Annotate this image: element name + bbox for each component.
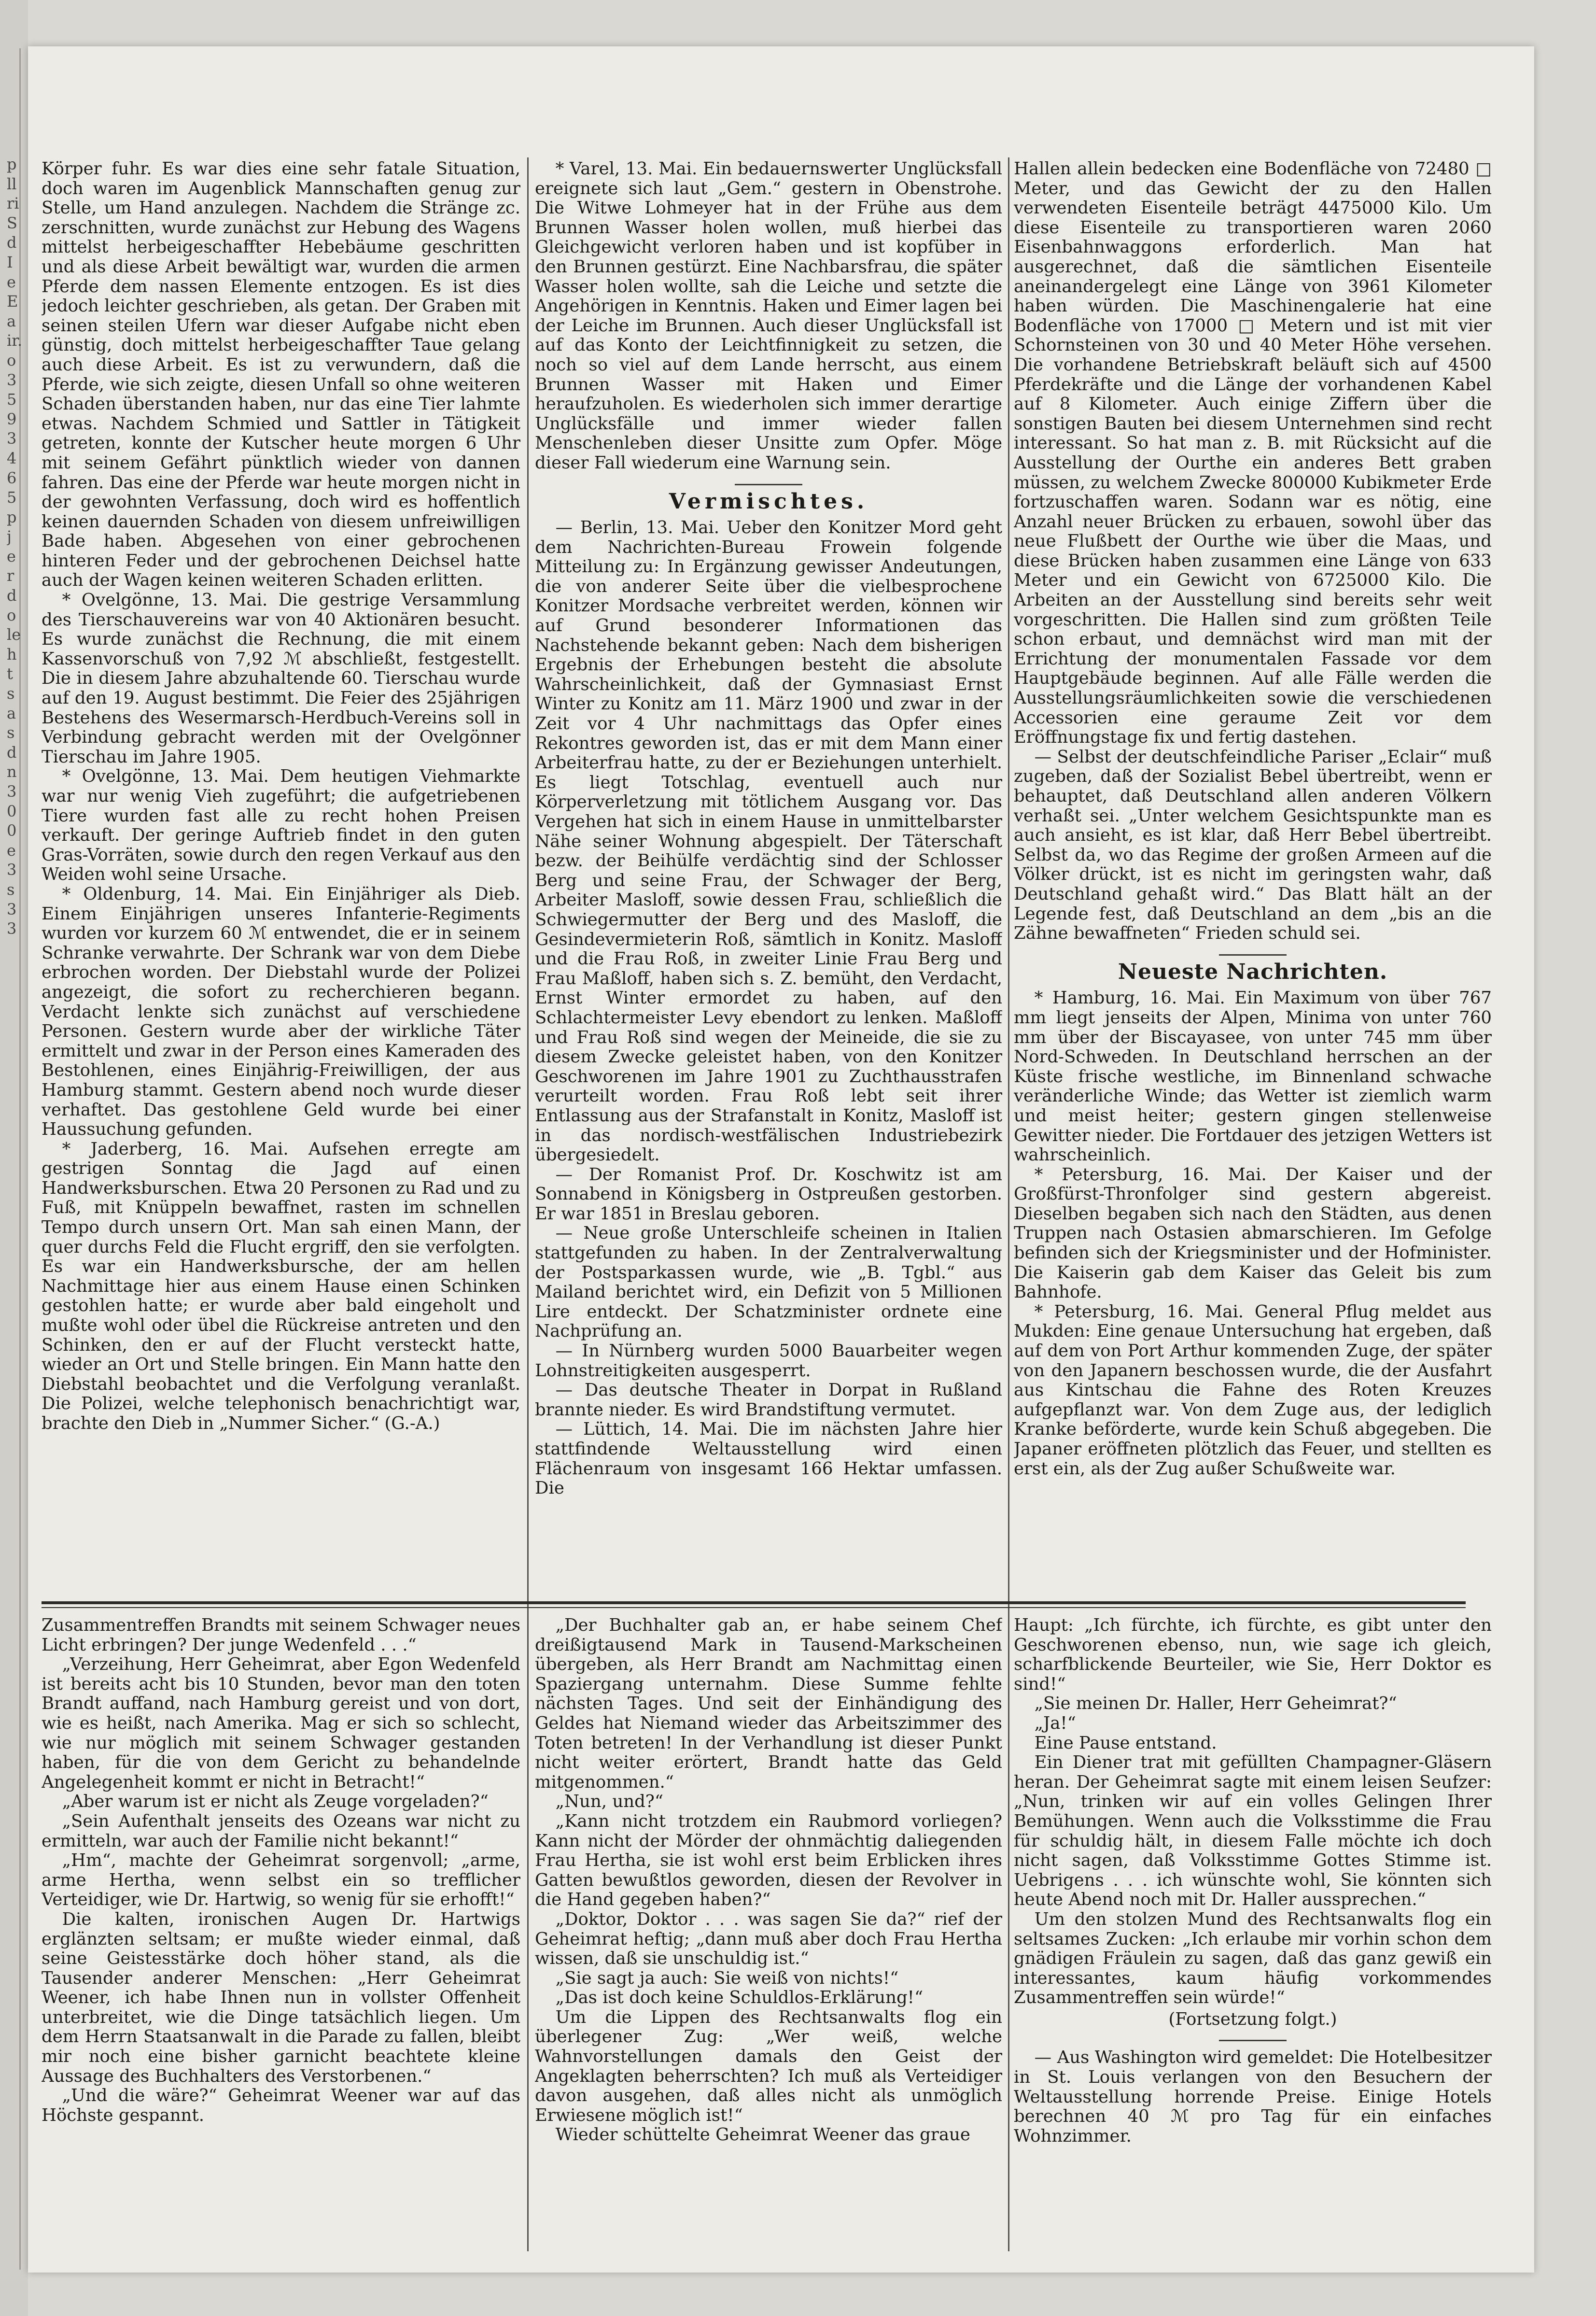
article-paragraph: — Berlin, 13. Mai. Ueber den Konitzer Mord geht dem Nachrichten-Bureau Frowein folgende Mitteilung zu: In Ergänzung gewisser Andeutungen, die von anderer Seite über die vielbesprochene Konitzer Mordsache verbreitet werden, können wir auf Grund besonderer Informationen das Nachstehende bekannt geben: Nach dem bisherigen Ergebnis der Erhebungen besteht die absolute Wahrscheinlichkeit, daß der Gymnasiast Ernst Winter zu Konitz am 11. März 1900 und zwar in der Zeit vor 4 Uhr nachmittags das Opfer eines Rekontres geworden ist, das er mit dem Mann einer Arbeiterfrau hatte, zu der er Beziehungen unterhielt. Es liegt Totschlag, eventuell auch nur Körperverletzung mit tötlichem Ausgang vor. Das Vergehen hat sich in einem Hause in unmittelbarster Nähe seiner Wohnung abgespielt. Der Täterschaft bezw. der Beihülfe verdächtig sind der Schlosser Berg und seine Frau, der Schwager der Berg, Arbeiter Masloff, sowie dessen Frau, schließlich die Schwiegermutter der Berg und des Masloff, die Gesindevermieterin Roß, sämtlich in Konitz. Masloff und die Frau Roß, in zweiter Linie Frau Berg und Frau Maßloff, haben sich s. Z. bemüht, den Verdacht, Ernst Winter ermordet zu haben, auf den Schlachtermeister Levy ebendort zu lenken. Maßloff und Frau Roß sind wegen der Meineide, die sie zu diesem Zwecke geleistet haben, von den Konitzer Geschworenen im Jahre 1901 zu Zuchthausstrafen verurteilt worden. Frau Roß lebt seit ihrer Entlassung aus der Strafanstalt in Konitz, Masloff ist in das nordisch-westfälischen Industriebezirk übergesiedelt. [535,518,1002,1165]
section-rule [1219,954,1287,956]
news-paragraph: * Petersburg, 16. Mai. Der Kaiser und der Großfürst-Thronfolger sind gestern abgereist. Dieselben begaben sich nach den Städten, aus denen Truppen nach Ostasien abmarschieren. Im Gefolge befinden sich der Kriegsminister und der Hofminister. Die Kaiserin gab dem Kaiser das Geleit bis zum Bahnhofe. [1014,1164,1492,1302]
article-paragraph: — Neue große Unterschleife scheinen in Italien stattgefunden zu haben. In der Zentralverwaltung der Postsparkassen wurde, wie „B. Tgbl.“ aus Mailand berichtet wird, ein Defizit von 5 Millionen Lire entdeckt. Der Schatzminister ordnete eine Nachprüfung an. [535,1223,1002,1342]
feuilleton-paragraph: „Hm“, machte der Geheimrat sorgenvoll; „arme, arme Hertha, wenn selbst ein so trefflicher Verteidiger, wie Dr. Hartwig, so wenig für sie erhofft!“ [42,1850,520,1910]
column-divider [1008,1614,1009,2251]
feuilleton-paragraph: „Nun, und?“ [555,1792,663,1812]
continuation-note: (Fortsetzung folgt.) [1168,2009,1337,2029]
feuilleton-paragraph: Um den stolzen Mund des Rechtsanwalts flog ein seltsames Zucken: „Ich erlaube mir vorhin schon dem gnädigen Fräulein zu sagen, daß das ganz gewiß ein interessantes, kaum häufig vorkommendes Zusammentreffen sein würde!“ [1014,1909,1492,2008]
feuilleton-paragraph: Um die Lippen des Rechtsanwalts flog ein überlegener Zug: „Wer weiß, welche Wahnvorstellungen damals den Geist der Angeklagten beherrschten? Ich muß als Verteidiger davon ausgehen, daß alles nicht als unmöglich Erwiesene möglich ist!“ [535,2007,1002,2125]
article-paragraph: * Jaderberg, 16. Mai. Aufsehen erregte am gestrigen Sonntag die Jagd auf einen Handwerksburschen. Etwa 20 Personen zu Rad und zu Fuß, mit Knüppeln bewaffnet, rasten im schnellen Tempo durch unsern Ort. Man sah einen Mann, der quer durchs Feld die Flucht ergriff, den sie verfolgten. Es war ein Handwerksbursche, der am hellen Nachmittage hier aus einem Hause einen Schinken gestohlen hatte; er wurde aber bald eingeholt und mußte wohl oder übel die Rückreise antreten und den Schinken, den er auf der Flucht versteckt hatte, wieder an Ort und Stelle bringen. Ein Mann hatte den Diebstahl beobachtet und die Verfolgung veranlaßt. Die Polizei, welche telephonisch benachrichtigt war, brachte den Dieb in „Nummer Sicher.“ (G.-A.) [42,1139,520,1433]
feuilleton-paragraph: „Und die wäre?“ Geheimrat Weener war auf das Höchste gespannt. [42,2086,520,2125]
feuilleton-paragraph: „Aber warum ist er nicht als Zeuge vorgeladen?“ [62,1792,489,1812]
top-column-3 [1014,159,1492,1652]
article-paragraph: * Ovelgönne, 13. Mai. Die gestrige Versammlung des Tierschauvereins war von 40 Aktionären besucht. Es wurde zunächst die Rechnung, die mit einem Kassenvorschuß von 7,92 ℳ abschließt, festgestellt. Die in diesem Jahre abzuhaltende 60. Tierschau wurde auf den 19. August bestimmt. Die Feier des 25jährigen Bestehens des Wesermarsch-Herdbuch-Vereins soll in Verbindung gebracht werden mit der Ovelgönner Tierschau im Jahre 1905. [42,590,520,767]
article-paragraph: Körper fuhr. Es war dies eine sehr fatale Situation, doch waren im Augenblick Mannschaften genug zur Stelle, um Hand anzulegen. Nachdem die Stränge zc. zerschnitten, wurde zunächst zur Hebung des Wagens mittelst herbeigeschaffter Hebebäume geschritten und als diese Arbeit bewältigt war, wurden die armen Pferde dem nassen Elemente entzogen. Es ist dies jedoch leichter geschrieben, als getan. Der Graben mit seinen steilen Ufern war dieser Aufgabe nicht eben günstig, doch mittelst herbeigeschaffter Taue gelang auch diese Arbeit. Es ist zu verwundern, daß die Pferde, wie sich zeigte, diesen Unfall so ohne weiteren Schaden überstanden haben, nur das eine Tier lahmte etwas. Nachdem Schmied und Sattler in Tätigkeit getreten, konnte der Kutscher heute morgen 6 Uhr mit seinem Gefährt pünktlich wieder von dannen fahren. Das eine der Pferde war heute morgen nicht in der gewohnten Verfassung, doch wird es hoffentlich keinen dauernden Schaden von diesem unfreiwilligen Bade haben. Abgesehen von einer gebrochenen hinteren Feder und der gebrochenen Deichsel hatte auch der Wagen keinen weiteren Schaden erlitten. [42,159,520,591]
feuilleton-paragraph: „Sie sagt ja auch: Sie weiß von nichts!“ [555,1968,899,1988]
news-paragraph: * Petersburg, 16. Mai. General Pflug meldet aus Mukden: Eine genaue Untersuchung hat ergeben, daß auf dem von Port Arthur kommenden Zuge, der später von den Japanern beschossen wurde, die der Ausfahrt aus Kintschau die Fahne des Roten Kreuzes aufgepflanzt war. Von dem Zuge aus, der lediglich Kranke beförderte, wurde kein Schuß abgegeben. Die Japaner eröffneten plötzlich das Feuer, und stellten es erst ein, als der Zug außer Schußweite war. [1014,1301,1492,1479]
article-paragraph: — Das deutsche Theater in Dorpat in Rußland brannte nieder. Es wird Brandstiftung vermutet. [535,1380,1002,1420]
feuilleton-paragraph: „Sie meinen Dr. Haller, Herr Geheimrat?“ [1034,1694,1397,1714]
newspaper-page [28,46,1534,2273]
article-paragraph: Hallen allein bedecken eine Bodenfläche von 72480 □ Meter, und das Gewicht der zu den Hallen verwendeten Eisenteile beträgt 4475000 Kilo. Um diese Eisenteile zu transportieren waren 2060 Eisenbahnwaggons erforderlich. Man hat ausgerechnet, daß die sämtlichen Eisenteile aneinandergelegt eine Länge von 3961 Kilometer haben würden. Die Maschinengalerie hat eine Bodenfläche von 17000 □ Metern und ist mit vier Schornsteinen von 30 und 40 Meter Höhe versehen. Die vorhandene Betriebskraft beläuft sich auf 4500 Pferdekräfte und die Länge der vorhandenen Kabel auf 8 Kilometer. Auch einige Ziffern über die sonstigen Bauten bei diesem Unternehmen sind recht interessant. So hat man z. B. mit Rücksicht auf die Ausstellung der Ourthe ein anderes Bett graben müssen, zu welchem Zwecke 800000 Kubikmeter Erde fortzuschaffen waren. Sodann war es nötig, eine Anzahl neuer Brücken zu erbauen, sowohl über das neue Flußbett der Ourthe wie über die Maas, und diese Brücken haben zusammen eine Länge von 633 Meter und ein Gewicht von 6725000 Kilo. Die Arbeiten an der Ausstellung sind bereits sehr weit vorgeschritten. Die Hallen sind zum größten Teile schon erbaut, und demnächst wird man mit der Errichtung der monumentalen Fassade vor dem Hauptgebäude beginnen. Auf alle Fälle werden die Ausstellungsräumlichkeiten sowie die verschiedenen Accessorien eine geraume Zeit vor dem Eröffnungstage fix und fertig dastehen. [1014,159,1492,748]
section-heading-neueste-nachrichten: Neueste Nachrichten. [1118,959,1388,984]
feuilleton-paragraph: Haupt: „Ich fürchte, ich fürchte, es gibt unter den Geschworenen ebenso, nun, wie sage ich gleich, scharfblickende Beurteiler, wie Sie, Herr Doktor es sind!“ [1014,1616,1492,1694]
feuilleton-column-2 [535,1616,1002,2263]
cropped-left-column-fragments: p ll ri S d I e E a ir. o 3 5 9 3 4 6 5 p j e r d o le h t s a s d n 3 0 0 e 3 s 3 3 [7,155,23,938]
feuilleton-column-1 [42,1616,520,2263]
feuilleton-paragraph: Ein Diener trat mit gefüllten Champagner-Gläsern heran. Der Geheimrat sagte mit einem leisen Seufzer: „Nun, trinken wir auf ein volles Gelingen Ihrer Bemühungen. Wenn auch die Volksstimme die Frau für schuldig hält, in diesem Falle möchte ich doch nicht sagen, daß Volksstimme Gottes Stimme ist. Uebrigens . . . ich wünschte wohl, Sie könnten sich heute Abend noch mit Dr. Haller aussprechen.“ [1014,1752,1492,1910]
feuilleton-separator-thin [42,1607,1466,1608]
article-paragraph: * Ovelgönne, 13. Mai. Dem heutigen Viehmarkte war nur wenig Vieh zugeführt; die aufgetriebenen Tiere wurden fast alle zu recht hohen Preisen verkauft. Der geringe Auftrieb findet in den guten Gras-Vorräten, sowie durch den regen Verkauf aus den Weiden wohl seine Ursache. [42,766,520,885]
article-paragraph: — Der Romanist Prof. Dr. Koschwitz ist am Sonnabend in Königsberg in Ostpreußen gestorben. Er war 1851 in Breslau geboren. [535,1164,1002,1224]
top-column-1 [42,159,520,1652]
feuilleton-paragraph: Die kalten, ironischen Augen Dr. Hartwigs erglänzten seltsam; er mußte wieder einmal, daß seine Geistesstärke doch höher stand, als die Tausender anderer Menschen: „Herr Geheimrat Weener, ich habe Ihnen nun in vollster Offenheit unterbreitet, wie die Dinge tatsächlich liegen. Um dem Herrn Staatsanwalt in die Parade zu fallen, bleibt mir noch eine bisher garnicht beachtete kleine Aussage des Buchhalters des Verstorbenen.“ [42,1909,520,2086]
feuilleton-paragraph: „Doktor, Doktor . . . was sagen Sie da?“ rief der Geheimrat heftig; „dann muß aber doch Frau Hertha wissen, daß sie unschuldig ist.“ [535,1909,1002,1969]
feuilleton-paragraph: „Kann nicht trotzdem ein Raubmord vorliegen? Kann nicht der Mörder der ohnmächtig daliegenden Frau Hertha, sie ist wohl erst beim Erblicken ihres Gatten bewußtlos geworden, diesen der Revolver in die Hand gegeben haben?“ [535,1811,1002,1910]
feuilleton-paragraph: „Der Buchhalter gab an, er habe seinem Chef dreißigtausend Mark in Tausend-Markscheinen übergeben, als Herr Brandt am Nachmittag einen Spaziergang unternahm. Diese Summe fehlte nächsten Tages. Und seit der Einhändigung des Geldes hat Niemand wieder das Arbeitszimmer des Toten betreten! In der Verhandlung ist dieser Punkt nicht weiter erörtert, Brandt hatte das Geld mitgenommen.“ [535,1616,1002,1792]
washington-note: — Aus Washington wird gemeldet: Die Hotelbesitzer in St. Louis verlangen von den Besuchern der Weltausstellung horrende Preise. Einige Hotels berechnen 40 ℳ pro Tag für ein einfaches Wohnzimmer. [1014,2048,1492,2146]
article-paragraph: * Oldenburg, 14. Mai. Ein Einjähriger als Dieb. Einem Einjährigen unseres Infanterie-Regiments wurden vor kurzem 60 ℳ entwendet, die er in seinem Schranke verwahrte. Der Schrank war von dem Diebe erbrochen worden. Der Diebstahl wurde der Polizei angezeigt, die sofort zu recherchieren begann. Verdacht lenkte sich zunächst auf verschiedene Personen. Gestern wurde aber der wirkliche Täter ermittelt und zwar in der Person eines Kameraden des Bestohlenen, eines Einjährig-Freiwilligen, der aus Hamburg stammt. Gestern abend noch wurde dieser verhaftet. Das gestohlene Geld wurde bei einer Haussuchung gefunden. [42,884,520,1140]
column-divider [1008,157,1009,1645]
top-column-2 [535,159,1002,1652]
feuilleton-paragraph: „Verzeihung, Herr Geheimrat, aber Egon Wedenfeld ist bereits acht bis 10 Stunden, bevor man den toten Brandt auffand, nach Hamburg gereist und von dort, wie es heißt, nach Amerika. Mag er sich so schlecht, wie nur möglich mit seinem Schwager gestanden haben, für die von dem Gericht zu behandelnde Angelegenheit kommt er nicht in Betracht!“ [42,1654,520,1792]
feuilleton-paragraph: „Das ist doch keine Schuldlos-Erklärung!“ [555,1988,924,2008]
article-paragraph: — Selbst der deutschfeindliche Pariser „Eclair“ muß zugeben, daß der Sozialist Bebel übertreibt, wenn er behauptet, daß Deutschland allen anderen Völkern verhaßt sei. „Unter welchem Gesichtspunkte man es auch ansieht, es ist klar, daß Herr Bebel übertreibt. Selbst da, wo das Regime der großen Armeen auf die Völker drückt, ist es nicht im geringsten wahr, daß Deutschland gehaßt wird.“ Das Blatt hält an der Legende fest, daß Deutschland an dem „bis an die Zähne bewaffneten“ Frieden schuld sei. [1014,747,1492,944]
section-rule [735,484,802,485]
article-paragraph: — In Nürnberg wurden 5000 Bauarbeiter wegen Lohnstreitigkeiten ausgesperrt. [535,1341,1002,1381]
article-paragraph: — Lüttich, 14. Mai. Die im nächsten Jahre hier stattfindende Weltausstellung wird einen Flächenraum von insgesamt 166 Hektar umfassen. Die [535,1419,1002,1498]
feuilleton-column-3 [1014,1616,1492,2263]
feuilleton-paragraph: Zusammentreffen Brandts mit seinem Schwager neues Licht erbringen? Der junge Wedenfeld . . .“ [42,1616,520,1655]
section-heading-vermischtes: Vermischtes. [669,489,868,514]
varel-article: * Varel, 13. Mai. Ein bedauernswerter Unglücksfall ereignete sich laut „Gem.“ gestern in Obenstrohe. Die Witwe Lohmeyer hat in der Frühe aus dem Brunnen Wasser holen wollen, muß hierbei das Gleichgewicht verloren haben und ist kopfüber in den Brunnen gestürzt. Eine Nachbarsfrau, die später Wasser holen wollte, sah die Leiche und setzte die Angehörigen in Kenntnis. Haken und Eimer lagen bei der Leiche im Brunnen. Auch dieser Unglücksfall ist auf das Konto der Leichtfinnigkeit zu setzen, die noch so viel auf dem Lande herrscht, aus einem Brunnen Wasser mit Haken und Eimer heraufzuholen. Es wiederholen sich immer derartige Unglücksfälle und immer wieder fallen Menschenleben dieser Unsitte zum Opfer. Möge dieser Fall wiederum eine Warnung sein. [535,159,1002,473]
column-divider [527,157,529,1645]
news-paragraph: * Hamburg, 16. Mai. Ein Maximum von über 767 mm liegt jenseits der Alpen, Minima von unter 760 mm über der Biscayasee, von unter 745 mm über Nord-Schweden. In Deutschland herrschen an der Küste frische westliche, im Binnenland schwache veränderliche Winde; das Wetter ist ziemlich warm und meist heiter; gestern gingen stellenweise Gewitter nieder. Die Fortdauer des jetzigen Wetters ist wahrscheinlich. [1014,988,1492,1165]
column-divider [527,1614,529,2251]
feuilleton-paragraph: „Sein Aufenthalt jenseits des Ozeans war nicht zu ermitteln, war auch der Familie nicht bekannt!“ [42,1811,520,1851]
feuilleton-separator [42,1601,1466,1604]
feuilleton-paragraph: Wieder schüttelte Geheimrat Weener das graue [555,2125,970,2145]
feuilleton-paragraph: „Ja!“ [1034,1713,1076,1733]
feuilleton-paragraph: Eine Pause entstand. [1034,1733,1217,1753]
section-rule [1219,2040,1287,2041]
